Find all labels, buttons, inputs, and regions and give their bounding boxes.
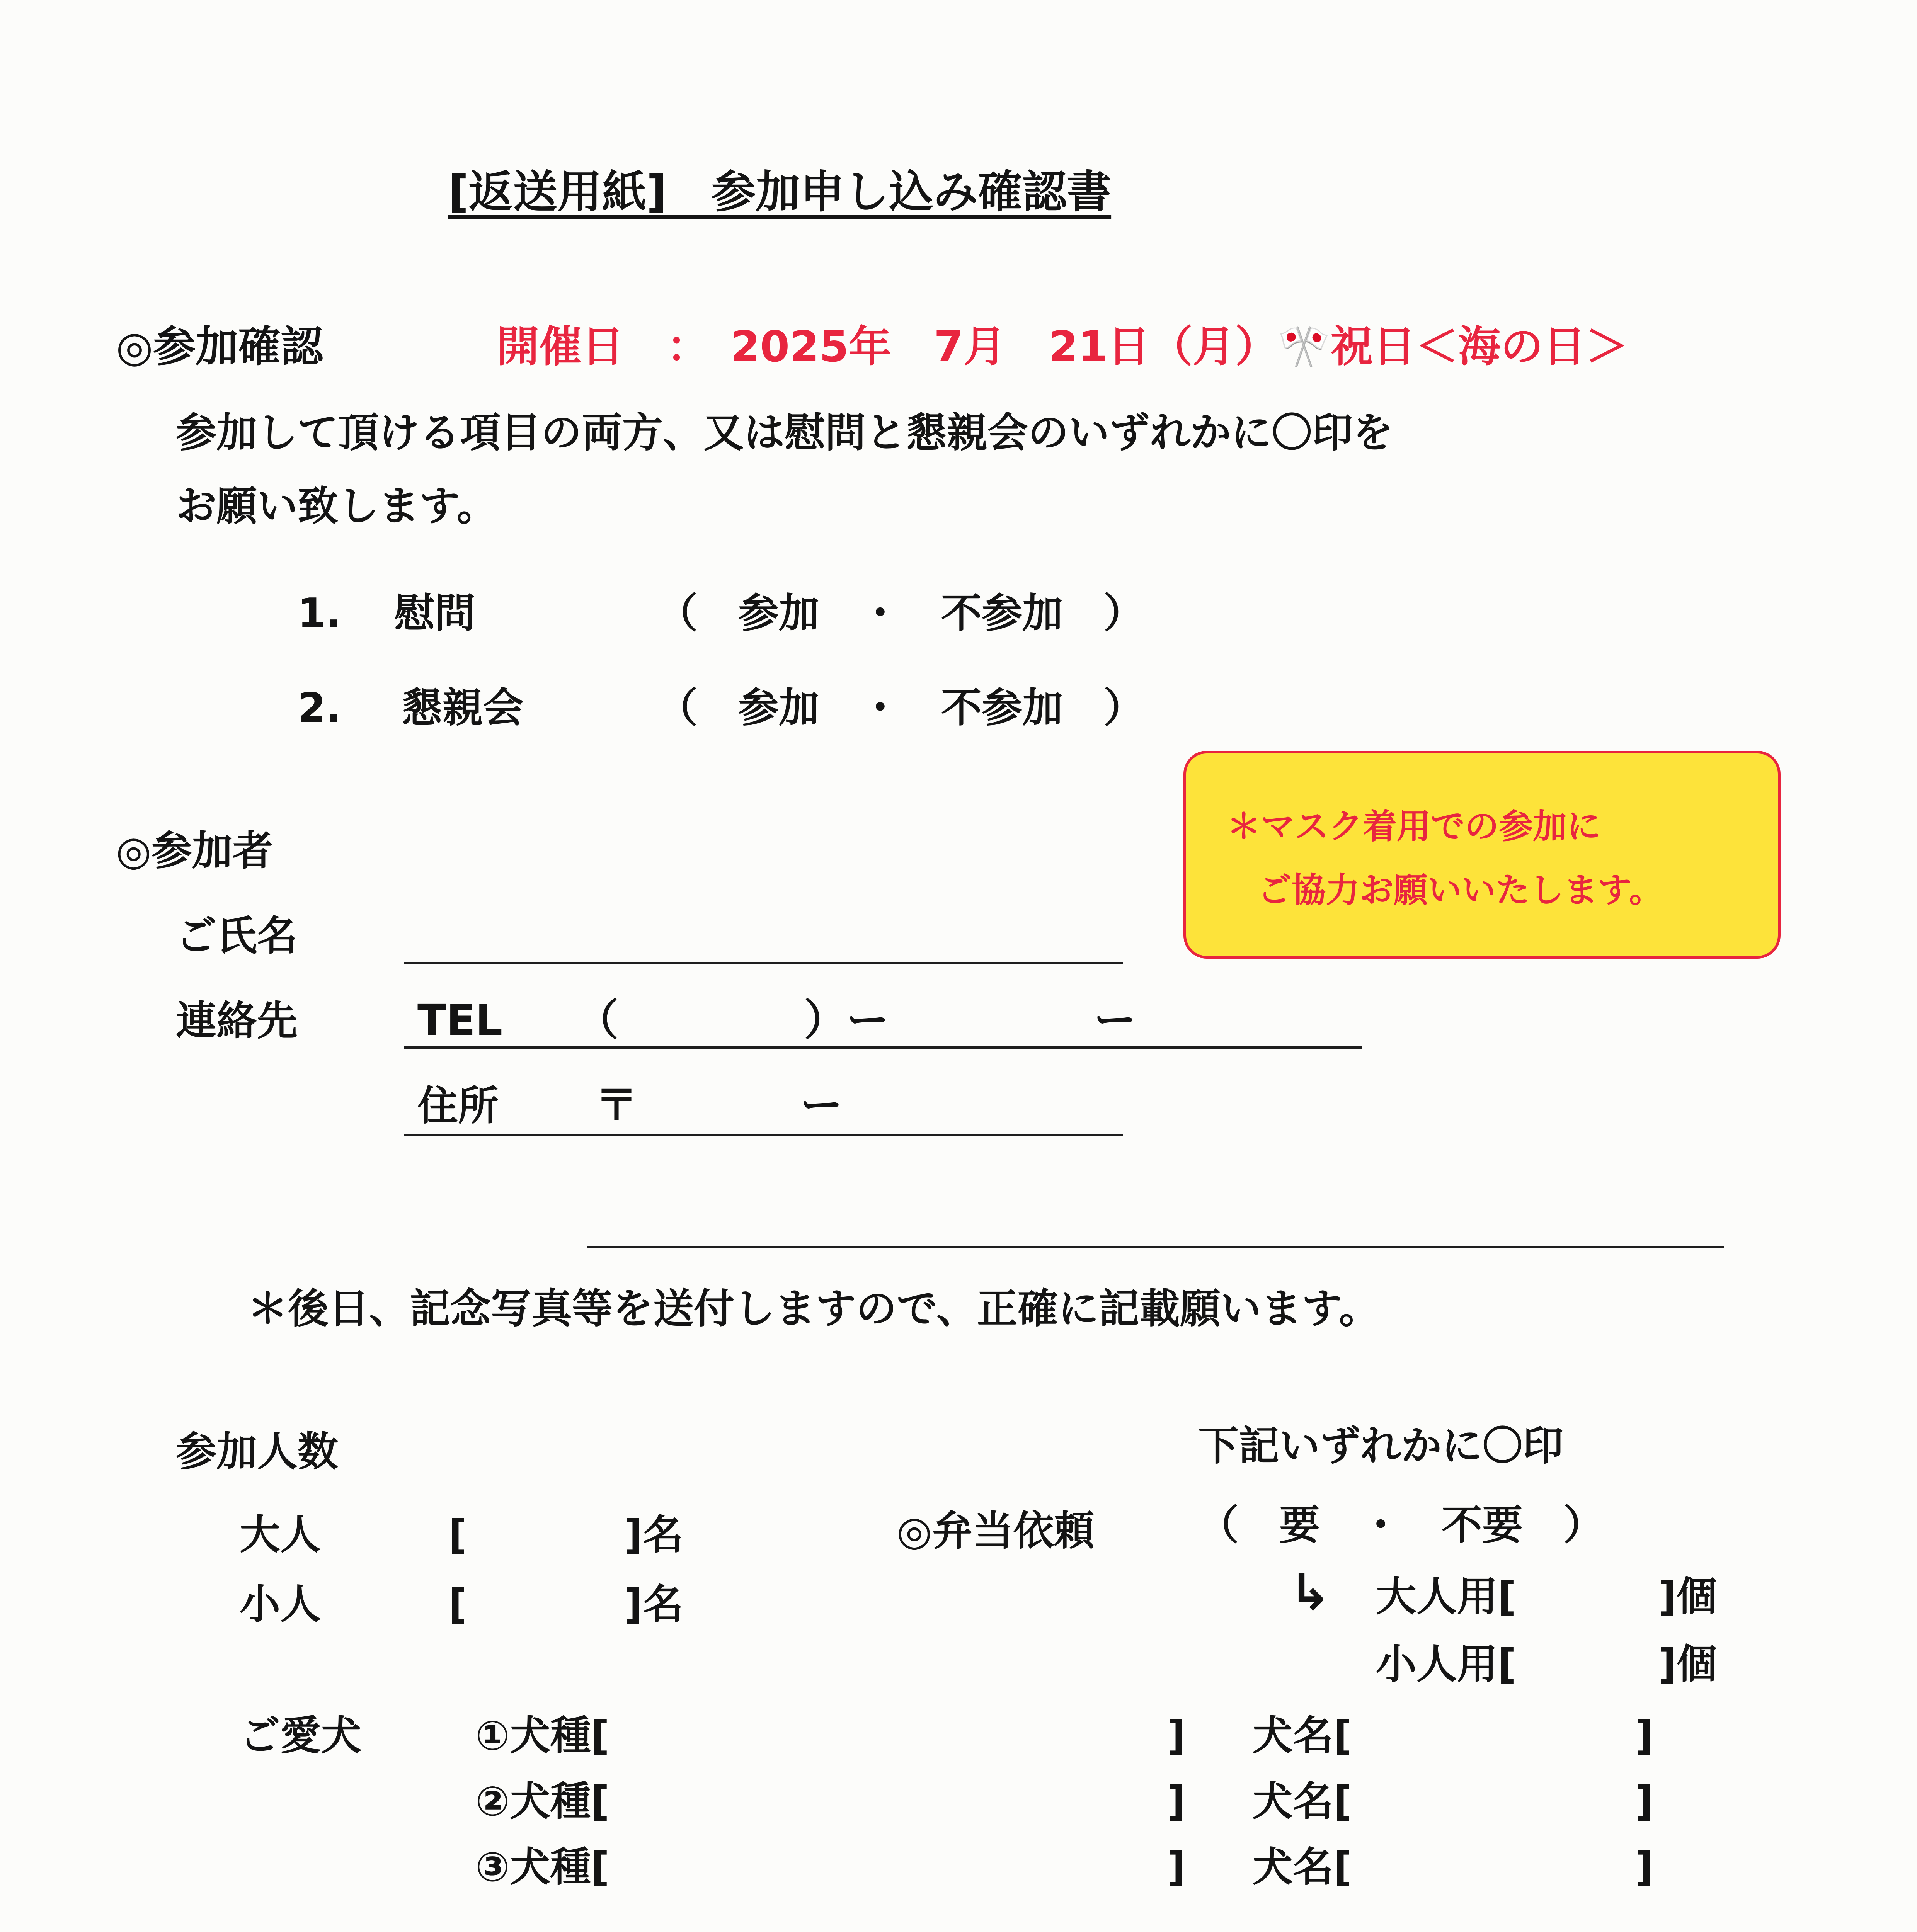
child-label: 小人 bbox=[240, 1581, 321, 1628]
dog-1-name-label: 犬名[ bbox=[1252, 1712, 1352, 1759]
dog-2-breed-close: ] bbox=[1167, 1778, 1186, 1825]
dog-1-breed-label: ①犬種[ bbox=[475, 1712, 609, 1759]
tel-field[interactable] bbox=[404, 1046, 1362, 1049]
address-dash: ー bbox=[800, 1080, 843, 1130]
event-date: 開催日 ： 2025年 7月 21日（月）🎌祝日＜海の日＞ bbox=[497, 322, 1628, 371]
tel-close-paren: ）ー bbox=[804, 995, 889, 1045]
dog-2-name-close: ] bbox=[1635, 1778, 1653, 1825]
bento-instruction: 下記いずれかに〇印 bbox=[1198, 1422, 1564, 1469]
headcount-heading: 参加人数 bbox=[176, 1428, 339, 1475]
item-2-options[interactable]: （ 参加 ・ 不参加 ） bbox=[657, 684, 1144, 731]
bento-options[interactable]: （ 要 ・ 不要 ） bbox=[1198, 1502, 1604, 1549]
child-bracket-open: [ bbox=[448, 1581, 467, 1628]
instruction-line-1: 参加して頂ける項目の両方、又は慰問と懇親会のいずれかに〇印を bbox=[176, 409, 1394, 456]
tel-open-paren: （ bbox=[576, 995, 618, 1045]
dog-1-breed-close: ] bbox=[1167, 1712, 1186, 1759]
mask-notice-box bbox=[1183, 751, 1781, 959]
bento-child-label: 小人用[ bbox=[1376, 1641, 1516, 1688]
address-label: 住所 bbox=[417, 1082, 499, 1129]
name-field[interactable] bbox=[404, 962, 1123, 964]
dog-3-breed-label: ③犬種[ bbox=[475, 1844, 609, 1891]
bento-child-suffix: ]個 bbox=[1658, 1641, 1717, 1688]
item-2-name: 懇親会 bbox=[402, 684, 524, 731]
name-label: ご氏名 bbox=[176, 912, 298, 959]
item-1-options[interactable]: （ 参加 ・ 不参加 ） bbox=[657, 590, 1144, 637]
adult-count-suffix: ]名 bbox=[624, 1511, 683, 1558]
dogs-label: ご愛犬 bbox=[240, 1712, 362, 1759]
adult-bracket-open: [ bbox=[448, 1511, 467, 1558]
item-1-name: 慰問 bbox=[394, 590, 476, 637]
dog-3-breed-close: ] bbox=[1167, 1844, 1186, 1891]
participant-heading: ◎参加者 bbox=[116, 827, 273, 874]
bento-adult-label: 大人用[ bbox=[1376, 1573, 1516, 1620]
mask-notice-line-1: ＊マスク着用での参加に bbox=[1227, 806, 1601, 846]
mask-notice-line-2: ご協力お願いいたします。 bbox=[1258, 870, 1663, 910]
contact-label: 連絡先 bbox=[176, 997, 298, 1044]
dog-1-name-close: ] bbox=[1635, 1712, 1653, 1759]
bento-arrow: ↳ bbox=[1289, 1563, 1331, 1621]
item-1-number: 1. bbox=[298, 590, 341, 637]
confirmation-heading: ◎参加確認 bbox=[116, 322, 323, 371]
address-field[interactable] bbox=[587, 1246, 1724, 1248]
adult-label: 大人 bbox=[240, 1511, 321, 1558]
accuracy-note: ＊後日、記念写真等を送付しますので、正確に記載願います。 bbox=[247, 1285, 1380, 1332]
postal-field[interactable] bbox=[404, 1134, 1123, 1136]
postal-mark: 〒 bbox=[595, 1080, 638, 1130]
instruction-line-2: お願い致します。 bbox=[176, 483, 497, 530]
item-2-number: 2. bbox=[298, 684, 341, 731]
bento-adult-suffix: ]個 bbox=[1658, 1573, 1717, 1620]
dog-2-name-label: 犬名[ bbox=[1252, 1778, 1352, 1825]
dog-3-name-label: 犬名[ bbox=[1252, 1844, 1352, 1891]
bento-label: ◎弁当依頼 bbox=[897, 1507, 1095, 1554]
dog-3-name-close: ] bbox=[1635, 1844, 1653, 1891]
tel-dash: ー bbox=[1094, 995, 1136, 1045]
document-title: [返送用紙] 参加申し込み確認書 bbox=[448, 166, 1112, 218]
tel-label: TEL bbox=[417, 995, 503, 1045]
dog-2-breed-label: ②犬種[ bbox=[475, 1778, 609, 1825]
child-count-suffix: ]名 bbox=[624, 1581, 683, 1628]
